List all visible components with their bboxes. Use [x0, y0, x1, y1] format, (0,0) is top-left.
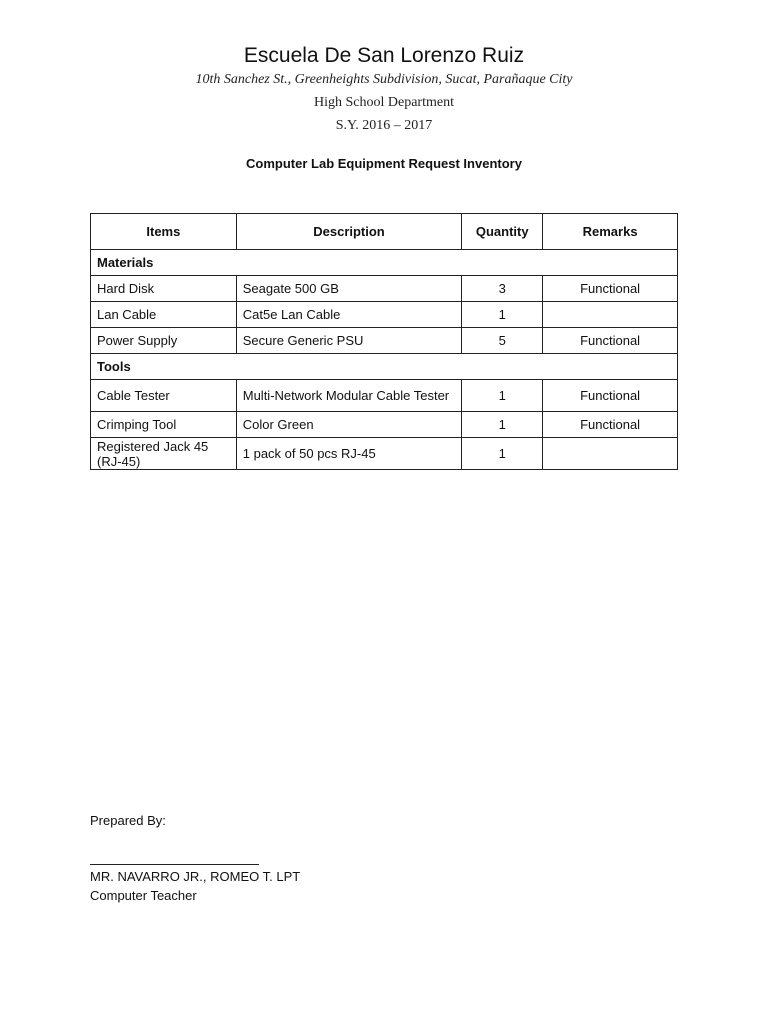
- table-row: [91, 276, 678, 302]
- cell-remarks: [543, 302, 678, 328]
- table-row: [91, 412, 678, 438]
- cell-remarks: Functional: [543, 276, 678, 302]
- signer-role: Computer Teacher: [90, 888, 197, 903]
- cell-remarks: Functional: [543, 412, 678, 438]
- signer-name: MR. NAVARRO JR., ROMEO T. LPT: [90, 869, 301, 884]
- section-label: Materials: [91, 250, 678, 276]
- cell-item: Lan Cable: [91, 302, 237, 328]
- prepared-by-label: Prepared By:: [90, 813, 166, 828]
- column-header-quantity: Quantity: [462, 214, 543, 250]
- cell-quantity: 3: [462, 276, 543, 302]
- cell-quantity: 1: [462, 438, 543, 470]
- section-row-materials: [91, 250, 678, 276]
- cell-item: Hard Disk: [91, 276, 237, 302]
- table-row: [91, 438, 678, 470]
- cell-description: Color Green: [236, 412, 462, 438]
- cell-quantity: 1: [462, 380, 543, 412]
- cell-description: Secure Generic PSU: [236, 328, 462, 354]
- table-row: [91, 302, 678, 328]
- department: High School Department: [314, 95, 454, 110]
- table-header-row: [91, 214, 678, 250]
- cell-quantity: 1: [462, 302, 543, 328]
- document-title: Computer Lab Equipment Request Inventory: [246, 156, 522, 171]
- school-name: Escuela De San Lorenzo Ruiz: [243, 44, 525, 67]
- cell-item: Cable Tester: [91, 380, 237, 412]
- table-row: [91, 380, 678, 412]
- cell-description: 1 pack of 50 pcs RJ-45: [236, 438, 462, 470]
- cell-item: Crimping Tool: [91, 412, 237, 438]
- signature-line: [90, 864, 259, 865]
- cell-quantity: 5: [462, 328, 543, 354]
- cell-remarks: Functional: [543, 380, 678, 412]
- section-row-tools: [91, 354, 678, 380]
- cell-description: Cat5e Lan Cable: [236, 302, 462, 328]
- column-header-description: Description: [236, 214, 462, 250]
- cell-quantity: 1: [462, 412, 543, 438]
- cell-description: Multi-Network Modular Cable Tester: [236, 380, 462, 412]
- cell-item: Registered Jack 45 (RJ-45): [91, 438, 237, 470]
- school-year: S.Y. 2016 – 2017: [335, 118, 433, 133]
- cell-remarks: Functional: [543, 328, 678, 354]
- cell-remarks: [543, 438, 678, 470]
- column-header-remarks: Remarks: [543, 214, 678, 250]
- table-row: [91, 328, 678, 354]
- column-header-items: Items: [91, 214, 237, 250]
- section-label: Tools: [91, 354, 678, 380]
- cell-item: Power Supply: [91, 328, 237, 354]
- inventory-table: [90, 213, 678, 470]
- school-address: 10th Sanchez St., Greenheights Subdivision, Sucat, Parañaque City: [195, 72, 573, 87]
- cell-description: Seagate 500 GB: [236, 276, 462, 302]
